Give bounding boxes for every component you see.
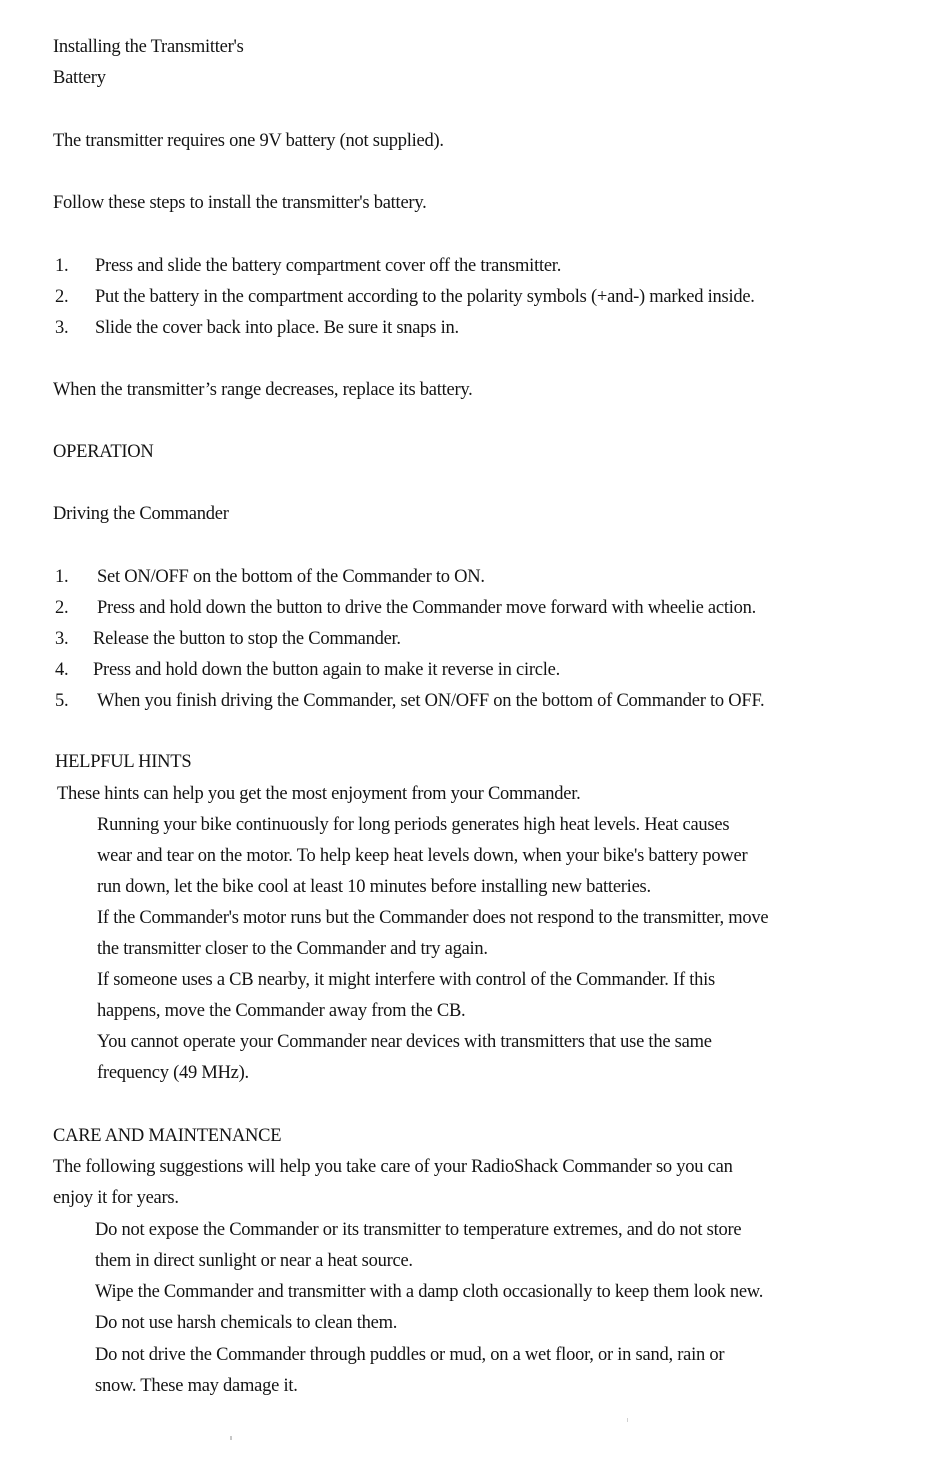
operation-step-number: 3. xyxy=(55,629,69,649)
battery-step-number: 2. xyxy=(55,287,69,307)
hint-line: frequency (49 MHz). xyxy=(97,1063,249,1083)
hint-line: If the Commander's motor runs but the Commander does not respond to the transmitter, move xyxy=(97,908,769,928)
care-line: Wipe the Commander and transmitter with a damp cloth occasionally to keep them look new. xyxy=(95,1282,764,1302)
battery-requirement: The transmitter requires one 9V battery (not supplied). xyxy=(53,131,444,151)
care-heading: CARE AND MAINTENANCE xyxy=(53,1126,282,1146)
hint-line: You cannot operate your Commander near devices with transmitters that use the same xyxy=(97,1032,712,1052)
hints-intro: These hints can help you get the most enjoyment from your Commander. xyxy=(57,784,581,804)
operation-step-number: 1. xyxy=(55,567,69,587)
section-title-line-2: Battery xyxy=(53,68,106,88)
hint-line: run down, let the bike cool at least 10 minutes before installing new batteries. xyxy=(97,877,651,897)
battery-step-text: Press and slide the battery compartment cover off the transmitter. xyxy=(95,256,562,276)
operation-step-text: Set ON/OFF on the bottom of the Commander to ON. xyxy=(97,567,485,587)
care-line: Do not drive the Commander through puddles or mud, on a wet floor, or in sand, rain or xyxy=(95,1345,725,1365)
care-line: them in direct sunlight or near a heat source. xyxy=(95,1251,413,1271)
hint-line: the transmitter closer to the Commander and try again. xyxy=(97,939,488,959)
care-line: Do not use harsh chemicals to clean them. xyxy=(95,1313,398,1333)
battery-step-number: 1. xyxy=(55,256,69,276)
care-intro-line-1: The following suggestions will help you take care of your RadioShack Commander so you can xyxy=(53,1157,733,1177)
operation-step-text: Release the button to stop the Commander. xyxy=(93,629,401,649)
scan-speck xyxy=(627,1418,628,1422)
operation-step-text: When you finish driving the Commander, set ON/OFF on the bottom of Commander to OFF. xyxy=(97,691,765,711)
operation-heading: OPERATION xyxy=(53,442,154,462)
battery-step-text: Put the battery in the compartment according to the polarity symbols (+and-) marked inside. xyxy=(95,287,755,307)
hint-line: happens, move the Commander away from the CB. xyxy=(97,1001,466,1021)
operation-step-number: 4. xyxy=(55,660,69,680)
hint-line: wear and tear on the motor. To help keep heat levels down, when your bike's battery power xyxy=(97,846,748,866)
hints-heading: HELPFUL HINTS xyxy=(55,752,192,772)
battery-step-number: 3. xyxy=(55,318,69,338)
care-line: Do not expose the Commander or its transmitter to temperature extremes, and do not store xyxy=(95,1220,742,1240)
operation-step-number: 2. xyxy=(55,598,69,618)
operation-step-text: Press and hold down the button to drive the Commander move forward with wheelie action. xyxy=(97,598,757,618)
battery-note: When the transmitter’s range decreases, replace its battery. xyxy=(53,380,473,400)
operation-step-text: Press and hold down the button again to make it reverse in circle. xyxy=(93,660,560,680)
care-intro-line-2: enjoy it for years. xyxy=(53,1188,179,1208)
battery-intro: Follow these steps to install the transmitter's battery. xyxy=(53,193,427,213)
hint-line: Running your bike continuously for long periods generates high heat levels. Heat causes xyxy=(97,815,730,835)
battery-step-text: Slide the cover back into place. Be sure it snaps in. xyxy=(95,318,459,338)
hint-line: If someone uses a CB nearby, it might interfere with control of the Commander. If this xyxy=(97,970,715,990)
care-line: snow. These may damage it. xyxy=(95,1376,298,1396)
operation-subheading: Driving the Commander xyxy=(53,504,229,524)
operation-step-number: 5. xyxy=(55,691,69,711)
section-title-line-1: Installing the Transmitter's xyxy=(53,37,244,57)
scan-speck xyxy=(230,1436,232,1440)
